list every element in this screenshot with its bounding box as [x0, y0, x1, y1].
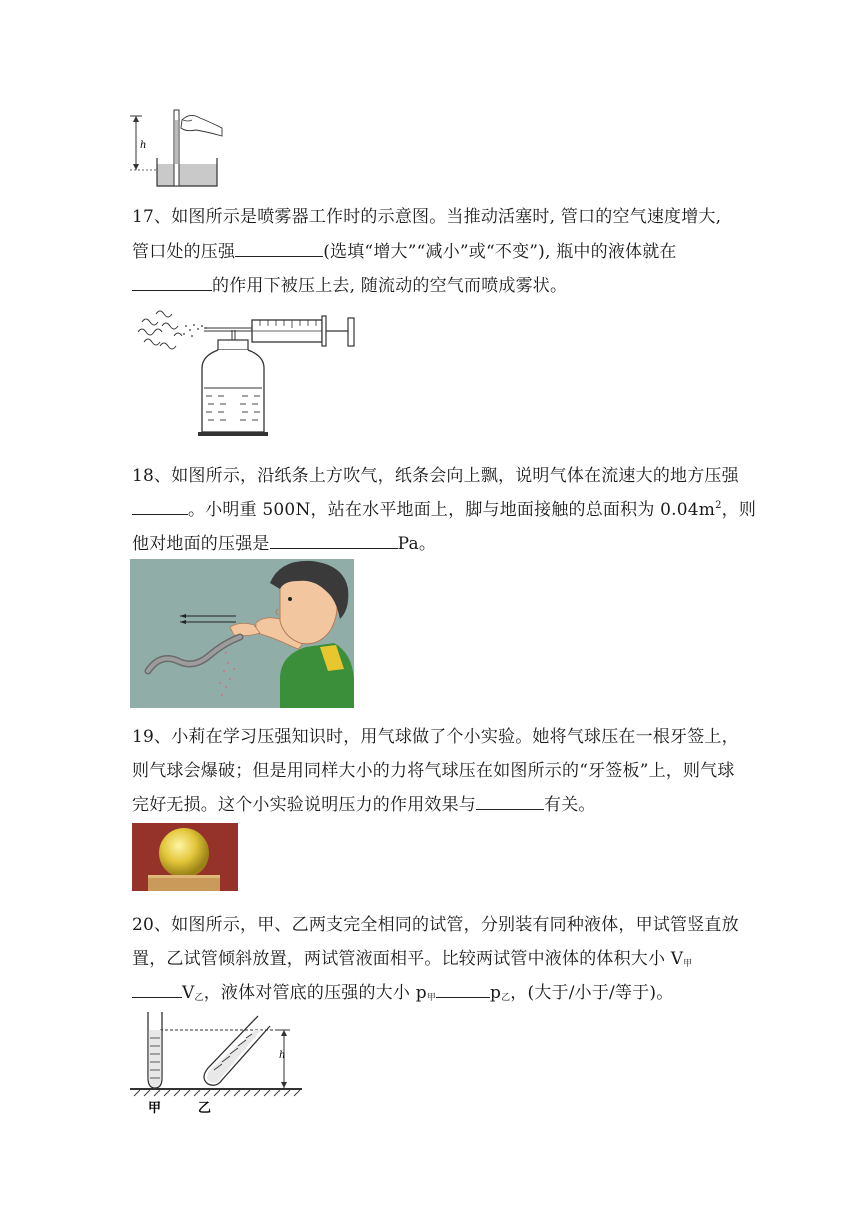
answer-blank[interactable] — [270, 534, 398, 549]
fig20-label-yi: 乙 — [198, 1101, 212, 1116]
balloon-on-toothpick-board-figure — [132, 823, 238, 891]
fig20-h-label: h — [279, 1050, 286, 1061]
q18-superscript: 2 — [715, 500, 722, 511]
q20-subscript: 甲 — [683, 959, 693, 969]
q20-text: ，(大于/小于/等于)。 — [510, 983, 674, 1003]
q19-text: 有关。 — [544, 795, 596, 815]
q20-text: 置，乙试管倾斜放置，两试管液面相平。比较两试管中液体的体积大小 V — [132, 949, 684, 969]
q19-text: 完好无损。这个小实验说明压力的作用效果与 — [132, 795, 476, 815]
q18-line-2 — [132, 495, 756, 520]
q17-line-2 — [132, 237, 677, 262]
answer-blank[interactable] — [132, 276, 212, 291]
tube-in-basin-figure — [126, 108, 226, 190]
q19-line-1: 19、小莉在学习压强知识时，用气球做了个小实验。她将气球压在一根牙签上， — [132, 727, 739, 747]
q20-text: ，液体对管底的压强的大小 p — [203, 983, 427, 1003]
q17-text: 的作用下被压上去, 随流动的空气而喷成雾状。 — [212, 276, 568, 296]
q20-text: p — [489, 983, 502, 1003]
sprayer-figure — [136, 306, 362, 440]
q18-line-1: 18、如图所示，沿纸条上方吹气，纸条会向上飘，说明气体在流速大的地方压强 — [132, 466, 739, 486]
test-tubes-figure — [130, 1012, 302, 1116]
answer-blank[interactable] — [132, 983, 182, 998]
q18-text: ，则 — [721, 500, 757, 520]
q20-line-2 — [132, 944, 692, 969]
q17-line-1: 17、如图所示是喷雾器工作时的示意图。当推动活塞时, 管口的空气速度增大, — [132, 207, 722, 227]
q20-line-1: 20、如图所示，甲、乙两支完全相同的试管，分别装有同种液体，甲试管竖直放 — [132, 915, 739, 935]
q20-subscript: 甲 — [426, 993, 436, 1003]
q18-text: 。小明重 500N，站在水平地面上，脚与地面接触的总面积为 0.04m — [188, 500, 716, 520]
q20-subscript: 乙 — [194, 993, 204, 1003]
q20-text: V — [182, 983, 195, 1003]
fig16-h-label: h — [140, 140, 147, 151]
q17-text: 管口处的压强 — [132, 242, 236, 262]
q19-line-3 — [132, 790, 596, 815]
answer-blank[interactable] — [476, 795, 544, 810]
boy-blowing-paper-figure — [130, 559, 354, 708]
q20-line-3 — [132, 978, 673, 1003]
fig20-label-jia: 甲 — [148, 1101, 162, 1116]
answer-blank[interactable] — [132, 500, 188, 515]
q17-line-3 — [132, 271, 567, 296]
q18-text: Pa。 — [397, 534, 437, 554]
q19-line-2: 则气球会爆破；但是用同样大小的力将气球压在如图所示的“牙签板”上，则气球 — [132, 761, 735, 781]
q20-subscript: 乙 — [501, 993, 511, 1003]
answer-blank[interactable] — [235, 242, 323, 257]
q18-line-3 — [132, 529, 436, 554]
q18-text: 他对地面的压强是 — [132, 534, 270, 554]
q17-text: (选填“增大”“减小”或“不变”), 瓶中的液体就在 — [323, 242, 677, 262]
answer-blank[interactable] — [436, 983, 490, 998]
